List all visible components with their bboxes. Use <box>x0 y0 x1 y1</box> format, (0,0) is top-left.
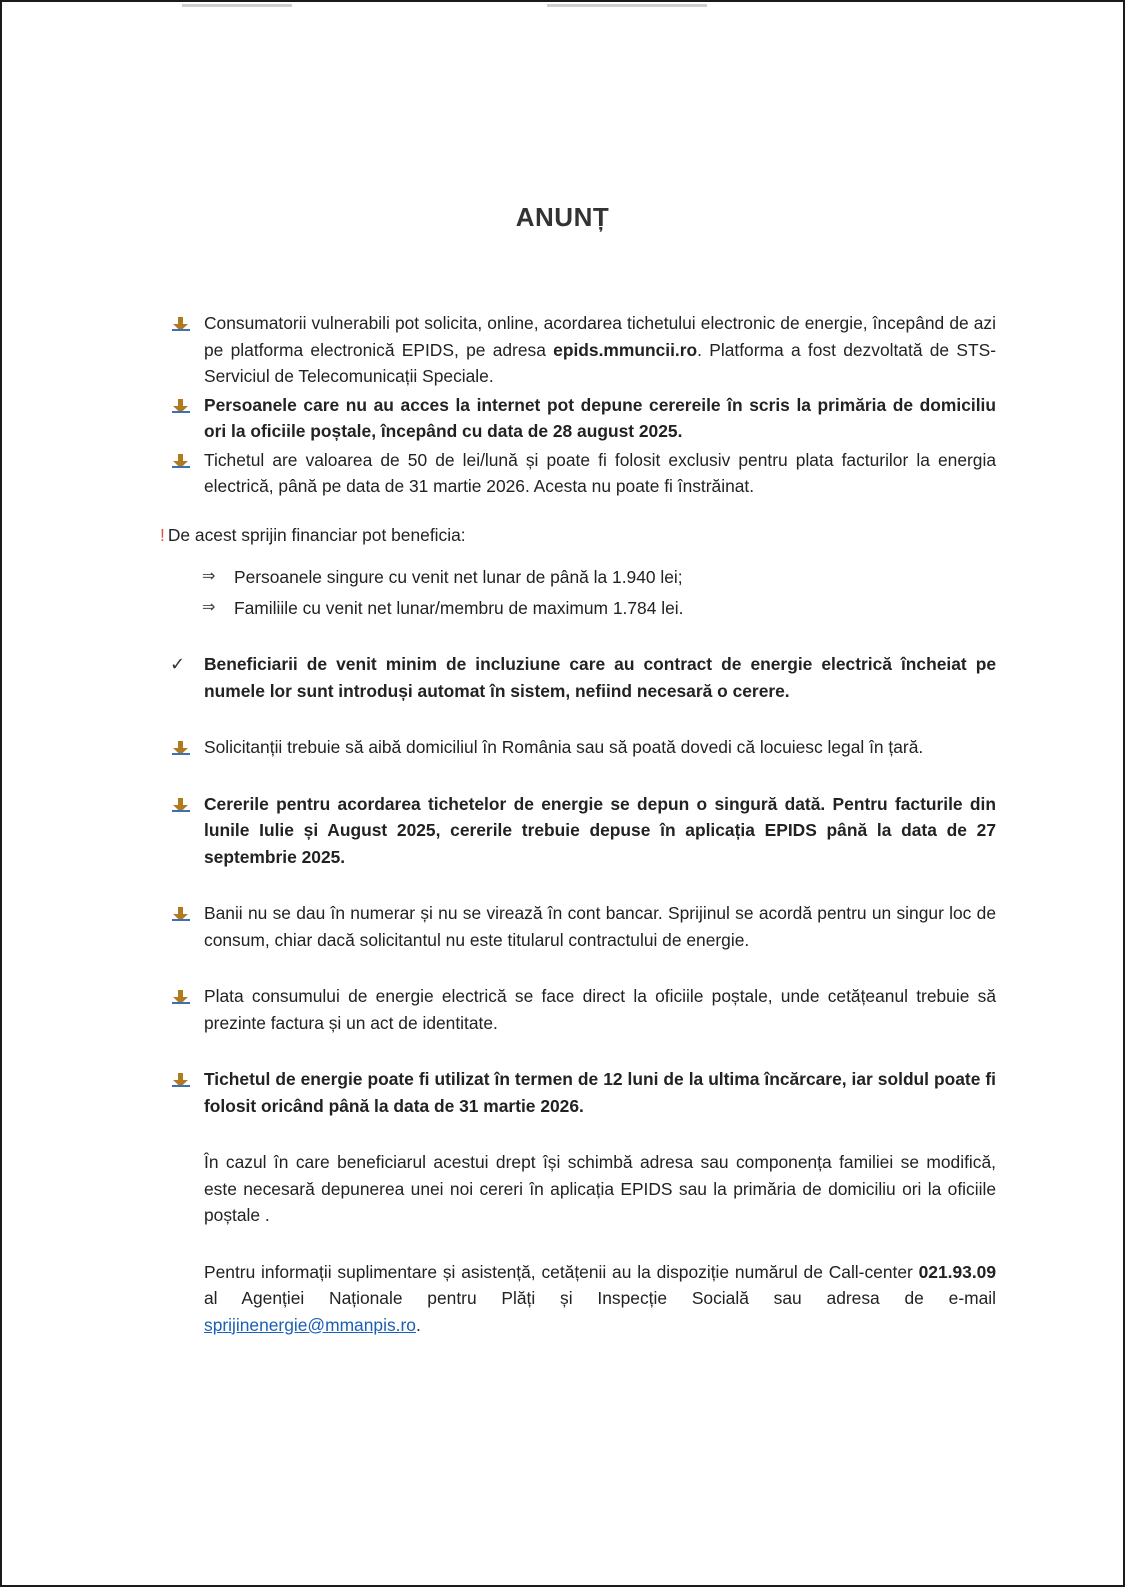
sub-item-text: Familiile cu venit net lunar/membru de maximum 1.784 lei. <box>234 597 684 618</box>
down-arrow-bullet-icon <box>172 907 190 921</box>
paragraph-text: Pentru informații suplimentare și asistență, cetățenii au la dispoziție numărul de Call-center <box>204 1261 919 1282</box>
call-center-number: 021.93.09 <box>918 1261 996 1282</box>
item-text: Solicitanții trebuie să aibă domiciliul în România sau să poată dovedi că locuiesc legal în țară. <box>204 737 924 757</box>
sub-list-item <box>170 564 996 591</box>
paragraph-text: al Agenției Naționale pentru Plăți și Inspecție Socială sau adresa de e-mail <box>204 1288 996 1308</box>
item-text: Consumatorii vulnerabili pot solicita, online, acordarea tichetului electronic de energie, începând de azi pe platforma electronică EPIDS, pe adresa <box>204 313 996 360</box>
down-arrow-bullet-icon <box>172 741 190 755</box>
contact-paragraph <box>170 1259 996 1339</box>
paragraph-text: . <box>415 1314 421 1335</box>
down-arrow-bullet-icon <box>172 1073 190 1087</box>
down-arrow-bullet-icon <box>172 798 190 812</box>
eligibility-note <box>160 522 986 549</box>
scan-artifact-strip <box>182 4 292 7</box>
item-text: Cererile pentru acordarea tichetelor de energie se depun o singură dată. Pentru facturile din lunile Iulie și August 2025, cererile trebuie depuse în aplicația EPIDS până la data de 27 septembrie 2025. <box>204 793 996 867</box>
down-arrow-bullet-icon <box>172 990 190 1004</box>
list-item <box>170 1066 996 1119</box>
item-text: Beneficiarii de venit minim de incluziune care au contract de energie electrică încheiat pe numele lor sunt introduși automat în sistem, nefiind necesară o cerere. <box>204 654 996 701</box>
item-text: Banii nu se dau în numerar și nu se virează în cont bancar. Sprijinul se acordă pentru un singur loc de consum, chiar dacă solicitantul nu este titularul contractului de energie. <box>204 903 996 950</box>
down-arrow-bullet-icon <box>172 317 190 331</box>
right-arrow-icon: ⇒ <box>202 568 216 585</box>
email-link[interactable]: sprijinenergie@mmanpis.ro <box>204 1314 416 1335</box>
list-item <box>170 734 996 761</box>
list-item <box>170 900 996 953</box>
item-text: Tichetul de energie poate fi utilizat în termen de 12 luni de la ultima încărcare, iar soldul poate fi folosit oricând până la data de 31 martie 2026. <box>204 1069 996 1116</box>
item-text: Tichetul are valoarea de 50 de lei/lună și poate fi folosit exclusiv pentru plata facturilor la energia electrică, până pe data de 31 martie 2026. Acesta nu poate fi înstrăinat. <box>204 449 996 496</box>
announcement-body <box>160 310 996 1338</box>
sub-list-item <box>170 595 996 622</box>
scan-artifact-strip <box>547 4 707 7</box>
down-arrow-bullet-icon <box>172 399 190 413</box>
checkmark-icon: ✓ <box>170 654 186 674</box>
exclamation-icon: ! <box>160 524 165 545</box>
right-arrow-icon: ⇒ <box>202 598 216 616</box>
list-item <box>170 392 996 445</box>
sub-item-text: Persoanele singure cu venit net lunar de până la 1.940 lei; <box>234 567 683 587</box>
list-item <box>170 310 996 390</box>
list-item <box>170 447 996 500</box>
note-text: De acest sprijin financiar pot beneficia: <box>167 524 466 545</box>
item-text: . Platforma a fost dezvoltată de STS- Serviciul de Telecomunicații Speciale. <box>204 339 996 386</box>
item-text: Plata consumului de energie electrică se face direct la oficiile poștale, unde cetățeanul trebuie să prezinte factura și un act de identitate. <box>204 986 996 1033</box>
list-item <box>170 983 996 1036</box>
address-change-paragraph: În cazul în care beneficiarul acestui drept își schimbă adresa sau componența familiei se modifică, este necesară depunerea unei noi cereri în aplicația EPIDS sau la primăria de domiciliu ori la oficiile poștale . <box>204 1152 996 1225</box>
website-address: epids.mmuncii.ro <box>553 339 698 360</box>
down-arrow-bullet-icon <box>172 454 190 468</box>
check-item <box>170 651 996 704</box>
item-text: Persoanele care nu au acces la internet pot depune cerereile în scris la primăria de domiciliu ori la oficiile poștale, începând cu data de 28 august 2025. <box>204 394 996 441</box>
list-item <box>170 791 996 871</box>
page-title: ANUNȚ <box>515 202 610 232</box>
